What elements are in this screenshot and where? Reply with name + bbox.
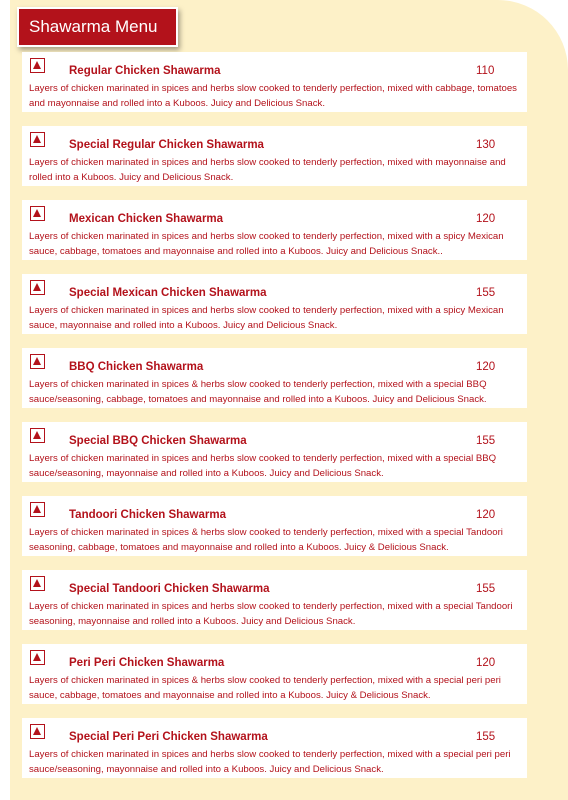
veg-nonveg-triangle-icon bbox=[30, 280, 45, 295]
item-price: 155 bbox=[476, 583, 496, 595]
menu-item bbox=[22, 52, 527, 112]
item-name: Special Regular Chicken Shawarma bbox=[69, 139, 264, 151]
item-name: Special Mexican Chicken Shawarma bbox=[69, 287, 267, 299]
item-description: Layers of chicken marinated in spices and herbs slow cooked to tenderly perfection, mixed with a special peri peri sauce/seasoning, mayonnaise and rolled into a Kuboos. Juicy and Delicious Snack. bbox=[29, 749, 511, 775]
item-price: 120 bbox=[476, 361, 496, 373]
veg-nonveg-triangle-icon bbox=[30, 354, 45, 369]
item-price: 155 bbox=[476, 731, 496, 743]
item-description: Layers of chicken marinated in spices and herbs slow cooked to tenderly perfection, mixed with mayonnaise and rolled into a Kuboos. Juicy and Delicious Snack. bbox=[29, 157, 506, 183]
veg-nonveg-triangle-icon bbox=[30, 502, 45, 517]
item-name: Regular Chicken Shawarma bbox=[69, 65, 221, 77]
item-price: 110 bbox=[476, 65, 495, 77]
menu-item bbox=[22, 274, 527, 334]
item-description: Layers of chicken marinated in spices and herbs slow cooked to tenderly perfection, mixed with cabbage, tomatoes and mayonnaise and rolled into a Kuboos. Juicy and Delicious Snack. bbox=[29, 83, 517, 109]
item-description: Layers of chicken marinated in spices and herbs slow cooked to tenderly perfection, mixed with a special BBQ sauce/seasoning, mayonnaise and rolled into a Kuboos. Juicy and Delicious Snack. bbox=[29, 453, 497, 479]
item-name: Tandoori Chicken Shawarma bbox=[69, 509, 226, 521]
item-name: Peri Peri Chicken Shawarma bbox=[69, 657, 225, 669]
item-name: Special BBQ Chicken Shawarma bbox=[69, 435, 247, 447]
menu-item bbox=[22, 718, 527, 778]
veg-nonveg-triangle-icon bbox=[30, 724, 45, 739]
veg-nonveg-triangle-icon bbox=[30, 650, 45, 665]
item-description: Layers of chicken marinated in spices and herbs slow cooked to tenderly perfection, mixed with a special Tandoori seasoning, mayonnaise and rolled into a Kuboos. Juicy and Delicious Snack. bbox=[29, 601, 513, 627]
item-description: Layers of chicken marinated in spices & herbs slow cooked to tenderly perfection, mixed with a special peri peri sauce, cabbage, tomatoes and mayonnaise and rolled into a Kuboos. Juicy & Delicious Snack. bbox=[29, 675, 501, 701]
menu-item bbox=[22, 348, 527, 408]
item-price: 155 bbox=[476, 435, 496, 447]
item-name: Special Tandoori Chicken Shawarma bbox=[69, 583, 270, 595]
item-price: 130 bbox=[476, 139, 496, 151]
item-price: 120 bbox=[476, 213, 496, 225]
veg-nonveg-triangle-icon bbox=[30, 206, 45, 221]
veg-nonveg-triangle-icon bbox=[30, 576, 45, 591]
item-price: 155 bbox=[476, 287, 496, 299]
item-name: Special Peri Peri Chicken Shawarma bbox=[69, 731, 268, 743]
item-price: 120 bbox=[476, 657, 496, 669]
item-description: Layers of chicken marinated in spices and herbs slow cooked to tenderly perfection, mixed with a spicy Mexican sauce, cabbage, tomatoes and mayonnaise and rolled into a Kuboos. Juicy and Delicious Snack.. bbox=[29, 231, 504, 257]
menu-item bbox=[22, 570, 527, 630]
item-description: Layers of chicken marinated in spices and herbs slow cooked to tenderly perfection, mixed with a spicy Mexican sauce, mayonnaise and rolled into a Kuboos. Juicy and Delicious Snack. bbox=[29, 305, 504, 331]
menu-item bbox=[22, 200, 527, 260]
item-description: Layers of chicken marinated in spices & herbs slow cooked to tenderly perfection, mixed with a special BBQ sauce/seasoning, cabbage, tomatoes and mayonnaise and rolled into a Kuboos. Juicy and Delicious Snack. bbox=[29, 379, 487, 405]
menu-list bbox=[22, 52, 527, 792]
menu-item bbox=[22, 644, 527, 704]
page-title: Shawarma Menu bbox=[19, 9, 176, 45]
veg-nonveg-triangle-icon bbox=[30, 428, 45, 443]
item-name: Mexican Chicken Shawarma bbox=[69, 213, 224, 225]
item-price: 120 bbox=[476, 509, 496, 521]
item-name: BBQ Chicken Shawarma bbox=[69, 361, 204, 373]
veg-nonveg-triangle-icon bbox=[30, 132, 45, 147]
item-description: Layers of chicken marinated in spices & herbs slow cooked to tenderly perfection, mixed with a special Tandoori seasoning, cabbage, tomatoes and mayonnaise and rolled into a Kuboos. Juicy & Delicious Snack. bbox=[29, 527, 503, 553]
menu-item bbox=[22, 126, 527, 186]
menu-item bbox=[22, 422, 527, 482]
menu-item bbox=[22, 496, 527, 556]
veg-nonveg-triangle-icon bbox=[30, 58, 45, 73]
